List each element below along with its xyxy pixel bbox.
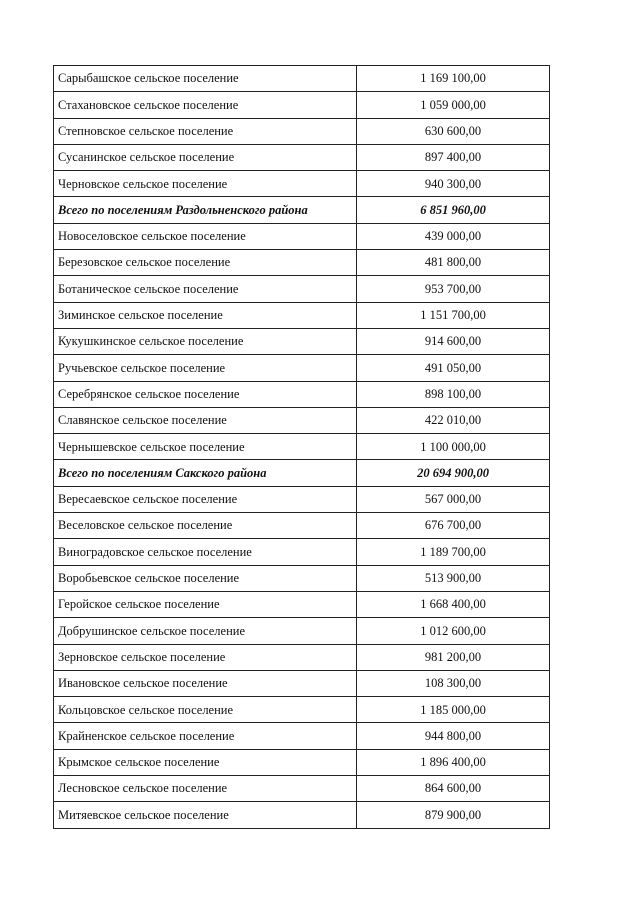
settlement-name: Воробьевское сельское поселение [54,565,357,591]
settlement-name: Геройское сельское поселение [54,591,357,617]
settlement-amount: 914 600,00 [357,328,550,354]
table-row [54,118,550,144]
settlement-name: Сусанинское сельское поселение [54,144,357,170]
settlement-name: Виноградовское сельское поселение [54,539,357,565]
settlement-amount: 567 000,00 [357,486,550,512]
table-row [54,302,550,328]
settlement-name: Лесновское сельское поселение [54,776,357,802]
table-row [54,749,550,775]
settlement-name: Зерновское сельское поселение [54,644,357,670]
district-total-amount: 20 694 900,00 [357,460,550,486]
settlement-amount: 630 600,00 [357,118,550,144]
settlement-name: Славянское сельское поселение [54,407,357,433]
table-row [54,618,550,644]
table-row [54,513,550,539]
settlement-amount: 864 600,00 [357,776,550,802]
settlement-amount: 898 100,00 [357,381,550,407]
district-total-label: Всего по поселениям Сакского района [54,460,357,486]
settlement-amount: 953 700,00 [357,276,550,302]
settlement-name: Зиминское сельское поселение [54,302,357,328]
table-row [54,565,550,591]
table-row [54,328,550,354]
settlement-name: Митяевское сельское поселение [54,802,357,828]
settlement-amount: 879 900,00 [357,802,550,828]
settlement-amount: 1 185 000,00 [357,697,550,723]
table-row [54,250,550,276]
settlement-name: Ботаническое сельское поселение [54,276,357,302]
district-total-amount: 6 851 960,00 [357,197,550,223]
settlement-name: Степновское сельское поселение [54,118,357,144]
settlement-name: Березовское сельское поселение [54,250,357,276]
table-body [54,66,550,829]
document-page [53,65,550,829]
settlement-amount: 439 000,00 [357,223,550,249]
table-row [54,670,550,696]
table-row [54,223,550,249]
table-row [54,381,550,407]
settlement-amount: 1 896 400,00 [357,749,550,775]
settlement-name: Новоселовское сельское поселение [54,223,357,249]
settlement-amount: 1 668 400,00 [357,591,550,617]
settlement-amount: 1 012 600,00 [357,618,550,644]
settlement-amount: 1 059 000,00 [357,92,550,118]
table-row [54,171,550,197]
settlement-amount: 1 189 700,00 [357,539,550,565]
settlement-name: Стахановское сельское поселение [54,92,357,118]
table-row [54,434,550,460]
table-row [54,591,550,617]
settlement-name: Веселовское сельское поселение [54,513,357,539]
district-total-row [54,197,550,223]
table-row [54,539,550,565]
settlement-budget-table [53,65,550,829]
district-total-row [54,460,550,486]
settlement-amount: 422 010,00 [357,407,550,433]
settlement-name: Крайненское сельское поселение [54,723,357,749]
table-row [54,355,550,381]
settlement-amount: 513 900,00 [357,565,550,591]
settlement-name: Вересаевское сельское поселение [54,486,357,512]
table-row [54,92,550,118]
settlement-name: Кукушкинское сельское поселение [54,328,357,354]
table-row [54,66,550,92]
settlement-name: Ивановское сельское поселение [54,670,357,696]
settlement-amount: 1 169 100,00 [357,66,550,92]
settlement-name: Крымское сельское поселение [54,749,357,775]
settlement-name: Сарыбашское сельское поселение [54,66,357,92]
settlement-name: Черновское сельское поселение [54,171,357,197]
settlement-amount: 108 300,00 [357,670,550,696]
table-row [54,486,550,512]
settlement-name: Ручьевское сельское поселение [54,355,357,381]
table-row [54,144,550,170]
settlement-amount: 981 200,00 [357,644,550,670]
table-row [54,644,550,670]
settlement-name: Серебрянское сельское поселение [54,381,357,407]
table-row [54,276,550,302]
settlement-amount: 944 800,00 [357,723,550,749]
settlement-amount: 481 800,00 [357,250,550,276]
settlement-name: Чернышевское сельское поселение [54,434,357,460]
settlement-amount: 491 050,00 [357,355,550,381]
settlement-amount: 940 300,00 [357,171,550,197]
settlement-amount: 897 400,00 [357,144,550,170]
settlement-amount: 1 151 700,00 [357,302,550,328]
table-row [54,776,550,802]
settlement-name: Кольцовское сельское поселение [54,697,357,723]
district-total-label: Всего по поселениям Раздольненского района [54,197,357,223]
settlement-amount: 1 100 000,00 [357,434,550,460]
table-row [54,802,550,828]
settlement-amount: 676 700,00 [357,513,550,539]
table-row [54,407,550,433]
settlement-name: Добрушинское сельское поселение [54,618,357,644]
table-row [54,697,550,723]
table-row [54,723,550,749]
